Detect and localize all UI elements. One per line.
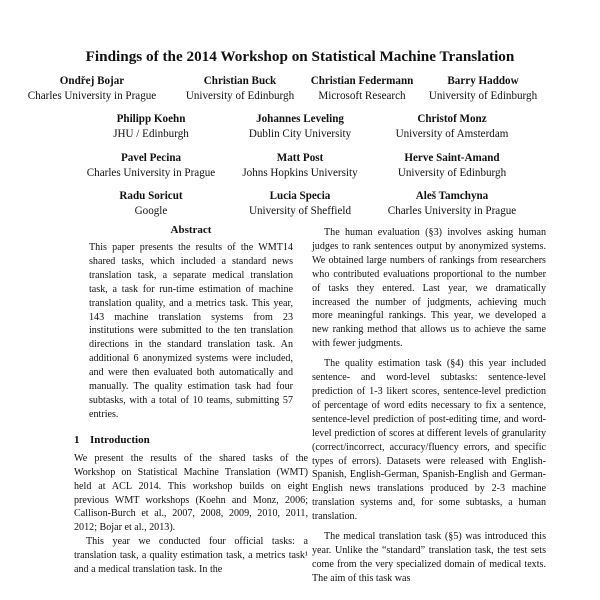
author-entry	[429, 74, 537, 103]
author-name: Christian Federmann	[310, 75, 414, 87]
author-affiliation: Charles University in Prague	[27, 89, 157, 102]
author-entry	[113, 112, 189, 141]
author-affiliation: University of Amsterdam	[395, 127, 509, 140]
section-number: 1	[74, 433, 80, 446]
right-paragraph-2: The quality estimation task (§4) this year included sentence- and word-level subtasks: sentence-level prediction of 1-3 likert scores, sentence-level prediction of percentage of word edits necessary to fix a sentence, sentence-level prediction of post-editing time, and word-level prediction of scores at different levels of granularity (correct/incorrect, accuracy/fluency errors, and specific types of errors). Datasets were released with English-Spanish, English-German, Spanish-English and German-English news translations produced by 2-3 machine translation systems and, for some subtasks, a human translation.	[312, 358, 546, 523]
author-affiliation: Charles University in Prague	[86, 166, 216, 179]
author-entry	[242, 151, 357, 180]
author-entry	[28, 74, 156, 103]
author-name: Johannes Leveling	[256, 113, 344, 125]
intro-paragraph-2: This year we conducted four official tasks: a translation task, a quality estimation task, a metrics task¹ and a medical translation task. In the	[74, 536, 308, 576]
abstract-text: This paper presents the results of the WMT14 shared tasks, which included a standard news translation task, a separate medical translation task, a task for run-time estimation of machine translation quality, and a metrics task. This year, 143 machine translation systems from 23 institutions were submitted to the ten translation directions in the standard translation task. An additional 6 anonymized systems were included, and were then evaluated both automatically and manually. The quality estimation task had four subtasks, with a total of 10 teams, submitting 57 entries.	[89, 242, 293, 420]
author-name: Aleš Tamchyna	[415, 190, 489, 202]
right-paragraph-1: The human evaluation (§3) involves asking human judges to rank sentences output by anonymized systems. We obtained large numbers of rankings from researchers who contributed evaluations proportional to the number of tasks they entered. Last year, we dramatically increased the number of judgments, achieving much more meaningful rankings. This year, we developed a new ranking method that allows us to achieve the same with fewer judgments.	[312, 227, 546, 350]
author-name: Herve Saint-Amand	[404, 152, 500, 164]
author-name: Christian Buck	[203, 75, 277, 87]
author-affiliation: Charles University in Prague	[387, 204, 517, 217]
author-entry	[249, 112, 351, 141]
author-name: Radu Soricut	[119, 190, 183, 202]
abstract-heading: Abstract	[170, 224, 212, 236]
author-affiliation: University of Sheffield	[248, 204, 352, 217]
author-affiliation: JHU / Edinburgh	[113, 127, 189, 140]
author-entry	[311, 74, 414, 103]
author-name: Pavel Pecina	[120, 152, 182, 164]
author-affiliation: Dublin City University	[248, 127, 352, 140]
left-column	[74, 223, 308, 577]
author-entry	[398, 151, 506, 180]
author-name: Barry Haddow	[447, 75, 519, 87]
author-name: Lucia Specia	[269, 190, 331, 202]
author-entry	[388, 189, 516, 218]
author-entry	[249, 189, 351, 218]
author-entry	[186, 74, 294, 103]
author-affiliation: University of Edinburgh	[185, 89, 295, 102]
author-affiliation: Google	[134, 204, 168, 217]
author-name: Ondřej Bojar	[59, 75, 125, 87]
intro-paragraph-1: We present the results of the shared tasks of the Workshop on Statistical Machine Translation (WMT) held at ACL 2014. This workshop builds on eight previous WMT workshops (Koehn and Monz, 2006; Callison-Burch et al., 2007, 2008, 2009, 2010, 2011, 2012; Bojar et al., 2013).	[74, 452, 308, 534]
right-paragraph-3: The medical translation task (§5) was introduced this year. Unlike the “standard” translation task, the test sets come from the very specialized domain of medical texts. The aim of this task was	[312, 531, 546, 584]
author-name: Christof Monz	[417, 113, 487, 125]
author-affiliation: University of Edinburgh	[397, 166, 507, 179]
right-column	[312, 226, 546, 586]
author-entry	[87, 151, 215, 180]
paper-title: Findings of the 2014 Workshop on Statistical Machine Translation	[85, 48, 515, 65]
author-name: Philipp Koehn	[116, 113, 186, 125]
author-entry	[119, 189, 182, 218]
author-affiliation: Johns Hopkins University	[242, 166, 358, 179]
section-title: Introduction	[90, 433, 150, 446]
author-affiliation: University of Edinburgh	[428, 89, 538, 102]
author-name: Matt Post	[276, 152, 324, 164]
author-entry	[396, 112, 509, 141]
author-affiliation: Microsoft Research	[318, 89, 406, 102]
section-heading-introduction	[74, 433, 308, 447]
